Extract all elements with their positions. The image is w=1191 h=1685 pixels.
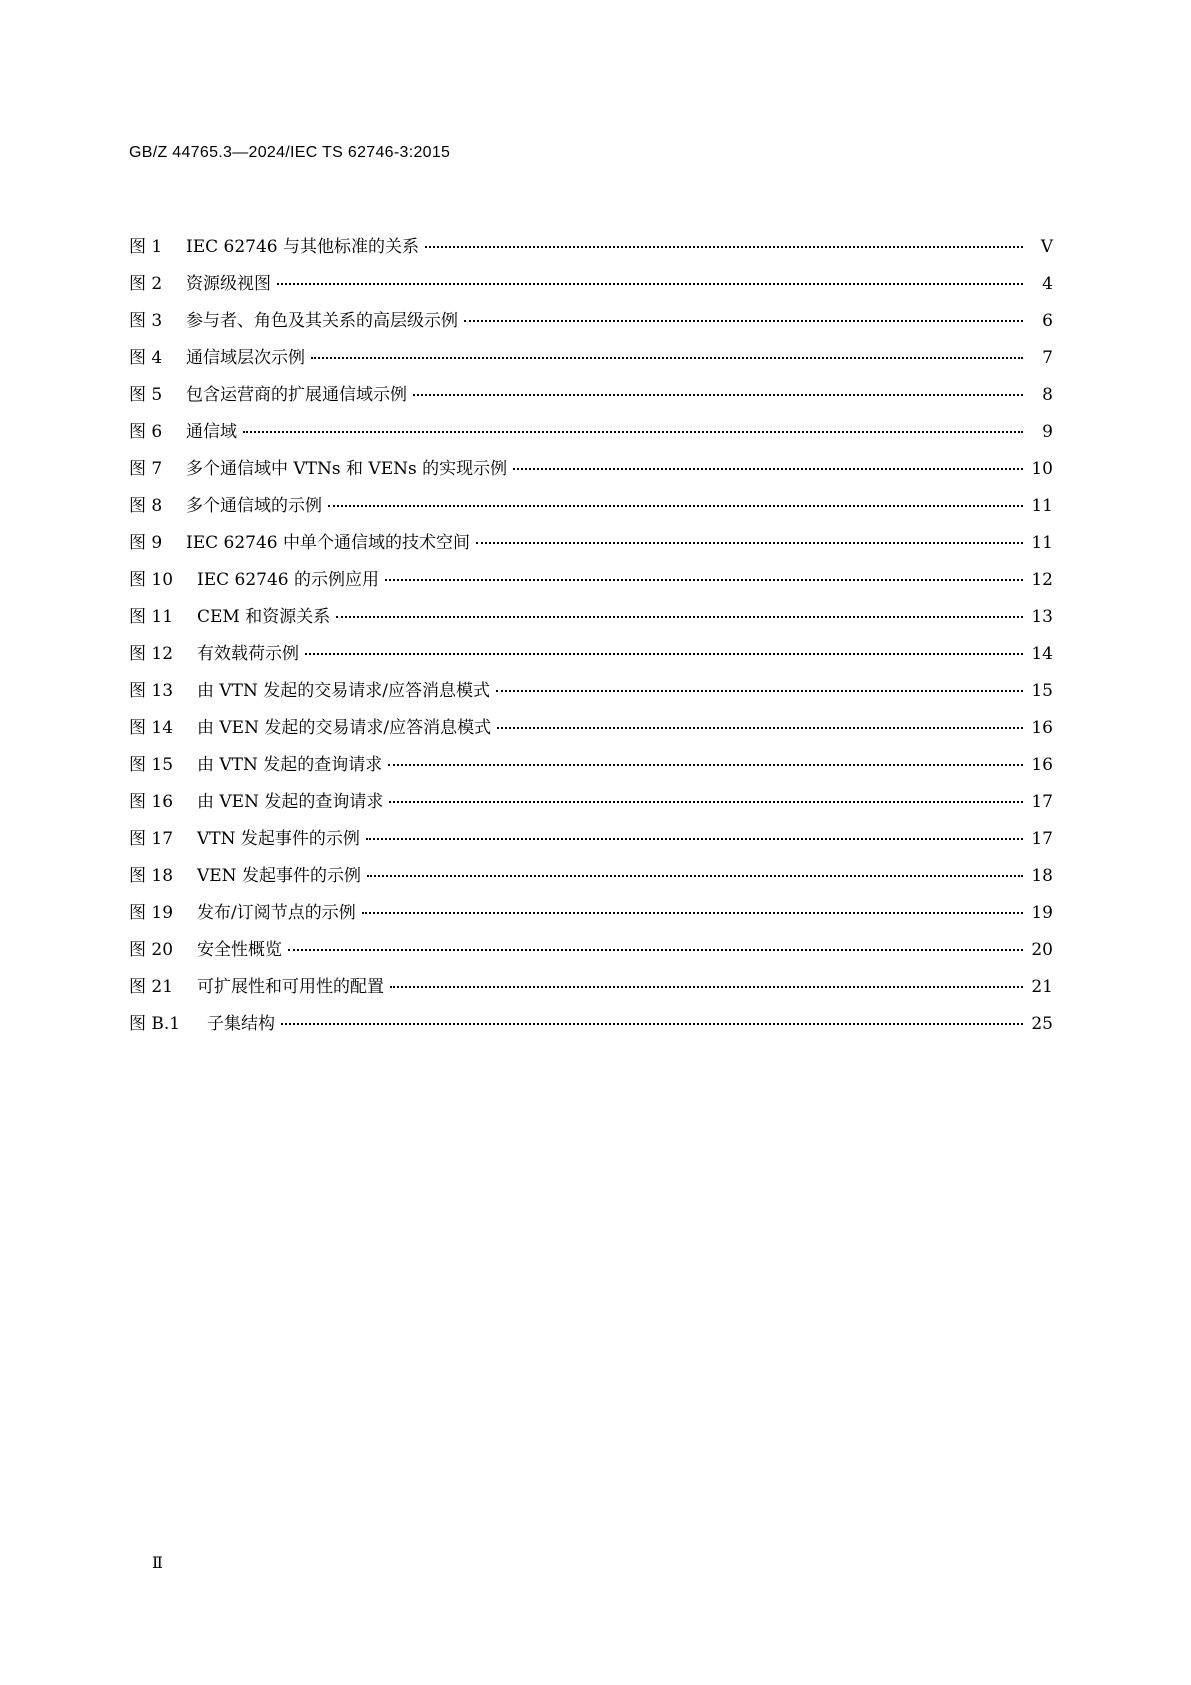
figure-label: 图 12 [129, 644, 174, 664]
page-number: 11 [1031, 533, 1053, 553]
figure-title: 子集结构 [207, 1014, 275, 1034]
toc-entry[interactable] [129, 528, 1053, 565]
dot-leader [425, 246, 1023, 248]
page-number: 19 [1031, 903, 1053, 923]
figure-title: 发布/订阅节点的示例 [197, 903, 356, 923]
dot-leader [288, 949, 1023, 951]
page-number: 21 [1031, 977, 1053, 997]
dot-leader [366, 838, 1023, 840]
page-number: 12 [1031, 570, 1053, 590]
page-number: 4 [1042, 274, 1053, 294]
page-number: 25 [1031, 1014, 1053, 1034]
figure-title: IEC 62746 中单个通信域的技术空间 [186, 533, 471, 553]
dot-leader [388, 764, 1023, 766]
figure-label: 图 15 [129, 755, 174, 775]
toc-entry[interactable] [129, 380, 1053, 417]
figure-title: 安全性概览 [197, 940, 282, 960]
dot-leader [362, 912, 1023, 914]
figure-label: 图 3 [129, 311, 163, 331]
figure-label: 图 4 [129, 348, 163, 368]
toc-entry[interactable] [129, 1009, 1053, 1046]
figure-title: 通信域 [186, 422, 237, 442]
figure-title: 参与者、角色及其关系的高层级示例 [186, 311, 458, 331]
figure-title: 由 VTN 发起的查询请求 [197, 755, 383, 775]
figure-title: 资源级视图 [186, 274, 271, 294]
dot-leader [367, 875, 1023, 877]
figure-label: 图 11 [129, 607, 174, 627]
figure-label: 图 16 [129, 792, 174, 812]
toc-entry[interactable] [129, 343, 1053, 380]
figure-label: 图 6 [129, 422, 163, 442]
page-number: 20 [1031, 940, 1053, 960]
dot-leader [389, 801, 1023, 803]
figure-label: 图 21 [129, 977, 174, 997]
standard-number-header: GB/Z 44765.3—2024/IEC TS 62746-3:2015 [129, 144, 451, 161]
figure-label: 图 19 [129, 903, 174, 923]
figure-title: 包含运营商的扩展通信域示例 [186, 385, 407, 405]
toc-entry[interactable] [129, 750, 1053, 787]
figure-label: 图 B.1 [129, 1014, 181, 1034]
page-number: 13 [1031, 607, 1053, 627]
toc-entry[interactable] [129, 232, 1053, 269]
page-number: 16 [1031, 718, 1053, 738]
figure-title: 由 VTN 发起的交易请求/应答消息模式 [197, 681, 491, 701]
toc-entry[interactable] [129, 491, 1053, 528]
figure-label: 图 7 [129, 459, 163, 479]
figure-label: 图 9 [129, 533, 163, 553]
toc-entry[interactable] [129, 935, 1053, 972]
figure-label: 图 10 [129, 570, 174, 590]
figure-title: IEC 62746 的示例应用 [197, 570, 380, 590]
page-number: 15 [1031, 681, 1053, 701]
page-number: 10 [1031, 459, 1053, 479]
figure-title: 由 VEN 发起的交易请求/应答消息模式 [197, 718, 492, 738]
toc-entry[interactable] [129, 269, 1053, 306]
toc-entry[interactable] [129, 787, 1053, 824]
toc-entry[interactable] [129, 417, 1053, 454]
toc-entry[interactable] [129, 602, 1053, 639]
dot-leader [497, 727, 1023, 729]
page-number: 17 [1031, 792, 1053, 812]
toc-entry[interactable] [129, 898, 1053, 935]
toc-entry[interactable] [129, 306, 1053, 343]
page-number: 18 [1031, 866, 1053, 886]
figure-label: 图 8 [129, 496, 163, 516]
dot-leader [311, 357, 1023, 359]
figure-label: 图 17 [129, 829, 174, 849]
dot-leader [496, 690, 1023, 692]
page-number: 9 [1042, 422, 1053, 442]
figure-label: 图 13 [129, 681, 174, 701]
figure-list [129, 232, 1053, 1046]
dot-leader [281, 1023, 1023, 1025]
figure-label: 图 18 [129, 866, 174, 886]
figure-label: 图 5 [129, 385, 163, 405]
page-footer-number: Ⅱ [152, 1553, 163, 1572]
dot-leader [385, 579, 1023, 581]
figure-label: 图 20 [129, 940, 174, 960]
dot-leader [336, 616, 1023, 618]
figure-title: IEC 62746 与其他标准的关系 [186, 237, 420, 257]
page-number: 6 [1042, 311, 1053, 331]
toc-entry[interactable] [129, 565, 1053, 602]
page-number: 8 [1042, 385, 1053, 405]
dot-leader [243, 431, 1023, 433]
figure-title: 由 VEN 发起的查询请求 [197, 792, 384, 812]
toc-entry[interactable] [129, 972, 1053, 1009]
page-number: 17 [1031, 829, 1053, 849]
page-number: 7 [1042, 348, 1053, 368]
toc-entry[interactable] [129, 824, 1053, 861]
dot-leader [277, 283, 1023, 285]
toc-entry[interactable] [129, 676, 1053, 713]
figure-title: 多个通信域的示例 [186, 496, 322, 516]
figure-title: CEM 和资源关系 [197, 607, 331, 627]
dot-leader [476, 542, 1023, 544]
figure-title: 多个通信域中 VTNs 和 VENs 的实现示例 [186, 459, 508, 479]
toc-entry[interactable] [129, 639, 1053, 676]
dot-leader [305, 653, 1023, 655]
dot-leader [513, 468, 1023, 470]
figure-title: 通信域层次示例 [186, 348, 305, 368]
dot-leader [464, 320, 1023, 322]
toc-entry[interactable] [129, 861, 1053, 898]
figure-label: 图 14 [129, 718, 174, 738]
figure-label: 图 2 [129, 274, 163, 294]
dot-leader [328, 505, 1023, 507]
page-number: 14 [1031, 644, 1053, 664]
figure-title: 有效载荷示例 [197, 644, 299, 664]
page-number: Ⅴ [1040, 237, 1053, 257]
dot-leader [413, 394, 1023, 396]
toc-entry[interactable] [129, 713, 1053, 750]
figure-title: VEN 发起事件的示例 [197, 866, 361, 886]
figure-title: VTN 发起事件的示例 [197, 829, 360, 849]
figure-label: 图 1 [129, 237, 163, 257]
figure-title: 可扩展性和可用性的配置 [197, 977, 384, 997]
page-number: 11 [1031, 496, 1053, 516]
toc-entry[interactable] [129, 454, 1053, 491]
page-number: 16 [1031, 755, 1053, 775]
dot-leader [390, 986, 1023, 988]
